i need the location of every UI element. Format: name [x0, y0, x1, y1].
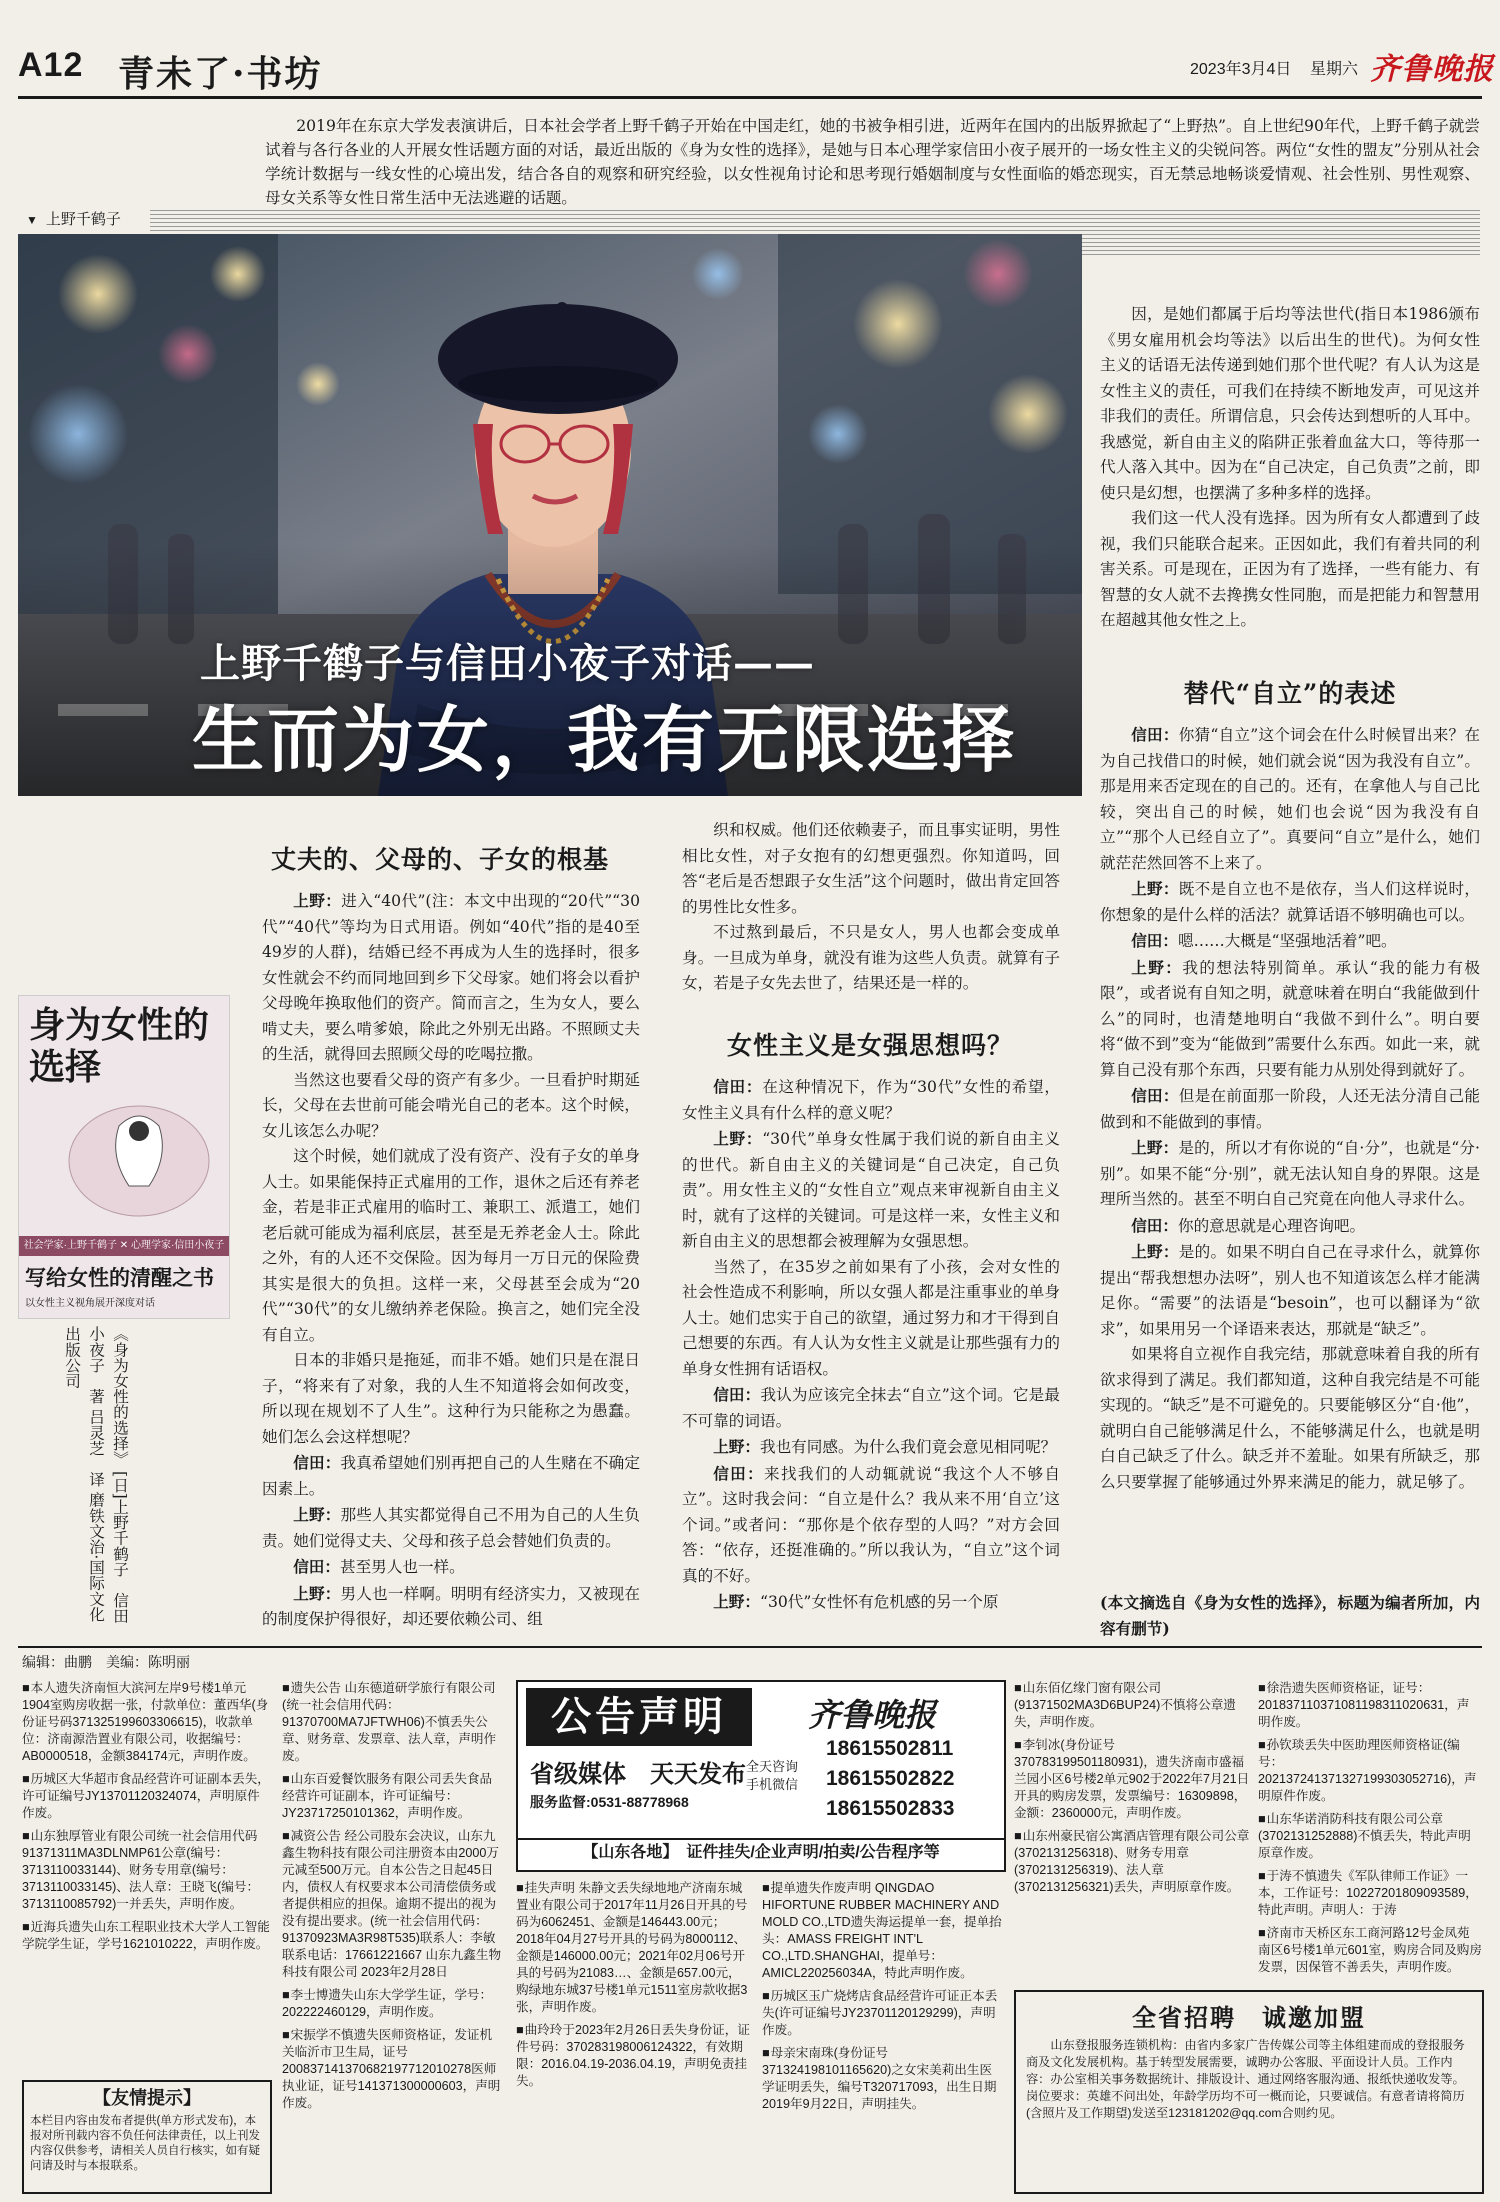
book-title-line2: 选择: [29, 1046, 102, 1088]
classified-item: ■ 孙钦琰丢失中医助理医师资格证(编号：202137241371327199303052716)，声明原件作废。: [1258, 1737, 1482, 1805]
issue-date: 2023年3月4日: [1190, 61, 1292, 78]
header-rule: [18, 96, 1482, 99]
classified-item: ■ 济南市天桥区东工商河路12号金凤苑南区6号楼1单元601室，购房合同及购房发票，因保管不善丢失，声明作废。: [1258, 1925, 1482, 1976]
classified-item: ■ 遗失公告 山东德道研学旅行有限公司(统一社会信用代码：91370700MA7JFTWH06)不慎丢失公章、财务章、发票章、法人章，声明作废。: [282, 1680, 502, 1765]
paragraph-text: 我真希望她们别再把自己的人生赌在不确定因素上。: [262, 1454, 640, 1498]
headline-subtitle: 上野千鹤子与信田小夜子对话——: [200, 640, 815, 687]
paragraph-text: 男人也一样啊。明明有经济实力，又被现在的制度保护得很好，却还要依赖公司、组: [262, 1584, 640, 1628]
notice-bar: 【山东各地】 证件挂失/企业声明/拍卖/公告程序等: [518, 1838, 1004, 1866]
speaker-label: 上野：: [293, 1583, 341, 1603]
classified-item: ■ 母亲宋南珠(身份证号371324198101165620)之女宋美莉出生医学证明丢失，编号T320717093，出生日期2019年9月22日，声明挂失。: [762, 2045, 1002, 2113]
paragraph-text: 我也有同感。为什么我们竟会意见相同呢？: [759, 1438, 1057, 1456]
speaker-label: 信田：: [1131, 931, 1178, 950]
recruit-title: 全省招聘 诚邀加盟: [1132, 2003, 1366, 2032]
section-heading-feminism: 女性主义是女强思想吗？: [726, 1031, 1013, 1060]
paragraph: [682, 920, 1060, 997]
paragraph: [1100, 722, 1480, 876]
article-column-1: [262, 888, 640, 1633]
classified-item: ■ 减资公告 经公司股东会决议，山东九鑫生物科技有限公司注册资本由2000万元减至500万元。自本公告之日起45日内，债权人有权要求本公司清偿债务或者提供相应的担保。逾期不提出的视为没有提出要求。(统一社会信用代码：91370923MA3R98T535)联系人：李敏 联系电话：17661221667 山东九鑫生物科技有限公司 2023年2月28日: [282, 1828, 502, 1981]
paragraph: [262, 1348, 640, 1450]
classified-item: ■ 李士博遗失山东大学学生证，学号：202222460129，声明作废。: [282, 1987, 502, 2021]
paragraph: [262, 1450, 640, 1502]
classified-item: ■ 山东华诺消防科技有限公司公章(3702131252888)不慎丢失，特此声明原章作废。: [1258, 1811, 1482, 1862]
paragraph: [1100, 1342, 1480, 1495]
classified-column-1: [22, 1680, 272, 1959]
article-column-3-top: [1100, 302, 1480, 634]
paragraph-text: 日本的非婚只是拖延，而非不婚。她们只是在混日子，“将来有了对象，我的人生不知道将会如何改变，所以现在规划不了人生”。这种行为只能称之为愚蠢。她们怎么会这样想呢？: [262, 1351, 640, 1446]
classified-column-3b: [762, 1880, 1002, 2119]
article-intro: 2019年在东京大学发表演讲后，日本社会学者上野千鹤子开始在中国走红，她的书被争相引进，近两年在国内的出版界掀起了“上野热”。自上世纪90年代，上野千鹤子就尝试着与各行各业的人开展女性话题方面的对话，最近出版的《身为女性的选择》，是她与日本心理学家信田小夜子展开的一场女性主义的尖锐问答。两位“女性的盟友”分别从社会学统计数据与一线女性的心境出发，结合各自的观察和研究经验，以女性视角讨论和思考现行婚姻制度与女性面临的婚恋现实，百无禁忌地畅谈爱情观、社会性别、男性观察、母女关系等女性日常生活中无法逃避的话题。: [265, 117, 1480, 207]
footer-rule: [18, 1646, 1482, 1648]
friendly-reminder-text: 本栏目内容由发布者提供(单方形式发布)，本报对所刊载内容不负任何法律责任，以上刊发内容仅供参考，请相关人员自行核实，如有疑问请及时与本报联系。: [30, 2115, 260, 2172]
paragraph-text: 进入“40代”(注：本文中出现的“20代”“30代”“40代”等均为日式用语。例如“40代”指的是40至49岁的人群)，结婚已经不再成为人生的选择时，很多女性就会不约而同地回到乡下父母家。她们将会以看护父母晚年换取他们的资产。简而言之，生为女人，要么啃丈夫，要么啃爹娘，除此之外别无出路。不照顾丈夫的生活，就得回去照顾父母的吃喝拉撒。: [262, 892, 640, 1063]
classified-item: ■ 宋振学不慎遗失医师资格证，发证机关临沂市卫生局，证号200837141370682197712010278医师执业证，证号141371300000603，声明作废。: [282, 2027, 502, 2112]
notice-brand: 齐鲁晚报: [808, 1696, 937, 1734]
paragraph: [262, 888, 640, 1068]
paragraph-text: 我认为应该完全抹去“自立”这个词。它是最不可靠的词语。: [682, 1386, 1060, 1430]
speaker-label: 上野：: [713, 1437, 760, 1456]
speaker-label: 上野：: [1131, 1138, 1179, 1157]
speaker-label: 上野：: [1131, 1242, 1179, 1261]
classified-column-5: [1258, 1680, 1482, 1982]
paragraph-text: 那些人其实都觉得自己不用为自己的人生负责。她们觉得丈夫、父母和孩子总会替她们负责的。: [262, 1506, 640, 1550]
paragraph-text: 但是在前面那一阶段，人还无法分清自己能做到和不能做到的事情。: [1100, 1087, 1480, 1131]
recruit-text: 山东登报服务连锁机构：由省内多家广告传媒公司等主体组建而成的登报服务商及文化发展机构。基于转型发展需要，诚聘办公客服、平面设计人员。工作内容：办公室相关事务数据统计、排版设计、通过网络客服沟通、报纸快递收发等。岗位要求：英雄不问出处，年龄学历均不可一概而论，只要诚信。有意者请将简历(含照片及工作期望)发送至123181202@qq.com合则约见。: [1026, 2038, 1465, 2120]
paragraph: [262, 1581, 640, 1633]
paragraph: [1100, 955, 1480, 1084]
classified-item: ■ 近海兵遗失山东工程职业技术大学人工智能学院学生证，学号1621010222，声明作废。: [22, 1919, 272, 1953]
credit-title: 《身为女性的选择》: [111, 1326, 129, 1467]
photo-caption: [26, 208, 131, 229]
notice-ad-box: [516, 1680, 1006, 1872]
classified-item: ■ 山东百爱餐饮服务有限公司丢失食品经营许可证副本，许可证编号：JY23717250101362，声明作废。: [282, 1771, 502, 1822]
classified-item: ■ 曲玲玲于2023年2月26日丢失身份证，证件号码：370283198006124322，有效期限：2016.04.19-2036.04.19，声明免责挂失。: [516, 2022, 752, 2090]
paragraph-text: 在这种情况下，作为“30代”女性的希望，女性主义具有什么样的意义呢？: [682, 1078, 1060, 1122]
book-credits: [60, 1326, 132, 1626]
paragraph: [1100, 1135, 1480, 1213]
paragraph-text: 这个时候，她们就成了没有资产、没有子女的单身人士。如果能保持正式雇用的工作，退休之后还有养老金，若是非正式雇用的临时工、兼职工、派遣工，她们老后就可能成为福利底层，甚至是无养老金人士。除此之外，有的人还不交保险。因为每月一万日元的保险费其实是很大的负担。这样一来，父母甚至会成为“20代”“30代”的女儿缴纳养老保险。换言之，她们完全没有自立。: [262, 1147, 640, 1344]
article-column-2: [682, 1074, 1060, 1616]
notice-phones: [826, 1734, 954, 1824]
paragraph: [262, 1068, 640, 1145]
book-authors-strip: 社会学家·上野千鹤子 ✕ 心理学家·信田小夜子: [19, 1236, 229, 1256]
paragraph: [682, 1255, 1060, 1383]
speaker-label: 信田：: [293, 1557, 340, 1576]
photo-caption-text: 上野千鹤子: [45, 211, 121, 228]
paragraph-text: “30代”单身女性属于我们说的新自由主义的世代。新自由主义的关键词是“自己决定，自己负责”。用女性主义的“女性自立”观点来审视新自由主义时，就有了这样的关键词。可是这样一来，女性主义和新自由主义的思想都会被理解为女强思想。: [682, 1130, 1060, 1250]
credit-translator: 吕灵芝 译: [87, 1408, 105, 1487]
paragraph: [1100, 928, 1480, 955]
speaker-label: 信田：: [713, 1077, 763, 1096]
section-title: 青未了·书坊: [118, 53, 323, 95]
classified-column-4: [1014, 1680, 1250, 1902]
paragraph: [682, 818, 1060, 920]
excerpt-note: [1100, 1590, 1480, 1641]
paragraph-text: 甚至男人也一样。: [339, 1558, 465, 1576]
paragraph: [1100, 1239, 1480, 1342]
paragraph: [1100, 1083, 1480, 1135]
classified-item: ■ 历城区玉广烧烤店食品经营许可证正本丢失(许可证编号JY23701120129299)，声明作废。: [762, 1988, 1002, 2039]
speaker-label: 上野：: [713, 1592, 760, 1611]
classified-item: ■ 李钊冰(身份证号370783199501180931)，遗失济南市盛福兰园小区6号楼2单元902于2022年7月21日开具的购房发票，发票编号：16309898，金额：2360000元，声明作废。: [1014, 1737, 1250, 1822]
recruit-box: [1014, 1990, 1484, 2194]
notice-phone-1[interactable]: 18615502811: [826, 1737, 954, 1760]
caption-triangle-icon: ▼: [26, 213, 38, 227]
book-title-line1: 身为女性的: [29, 1004, 210, 1046]
friendly-reminder-box: [22, 2080, 272, 2194]
speaker-label: 信田：: [1131, 725, 1179, 744]
article-column-2-top: [682, 818, 1060, 997]
paragraph-text: 你的意思就是心理咨询吧。: [1177, 1216, 1366, 1235]
paragraph: [262, 1502, 640, 1554]
article-column-3: [1100, 722, 1480, 1495]
paragraph: [1100, 876, 1480, 928]
notice-title: 公告声明: [526, 1688, 752, 1746]
book-cover-title: [29, 1004, 209, 1088]
paragraph-text: 你猜“自立”这个词会在什么时候冒出来？在为自己找借口的时候，她们就会说“因为我没有自立”。那是用来否定现在的自己的。还有，在拿他人与自己比较，突出自己的时候，她们也会说“因为我没有自立”“那个人已经自立了”。真要问“自立”是什么，她们就茫茫然回答不上来了。: [1100, 726, 1480, 872]
speaker-label: 信田：: [1131, 1086, 1179, 1105]
paragraph-text: 织和权威。他们还依赖妻子，而且事实证明，男性相比女性，对子女抱有的幻想更强烈。你知道吗，回答“老后是否想跟子女生活”这个问题时，做出肯定回答的男性比女性多。: [682, 821, 1060, 916]
newspaper-logo: 齐鲁晚报: [1370, 52, 1494, 87]
paragraph: [682, 1589, 1060, 1616]
paragraph: [682, 1461, 1060, 1590]
page-number: A12: [18, 46, 84, 84]
paragraph: [1100, 506, 1480, 634]
classified-column-2: [282, 1680, 502, 2118]
credit-authors: [日]上野千鹤子 信田小夜子 著: [87, 1326, 129, 1624]
classified-item: ■ 挂失声明 朱静文丢失绿地地产济南东城置业有限公司于2017年11月26日开具的号码为6062451、金额是146443.00元；2018年04月27号开具的号码为8000112、金额是146000.00元；2021年02月06号开具的号码为21083…、金额是657.00元，购绿地东城37号楼1单元1511室房款收据3张，声明作废。: [516, 1880, 752, 2016]
book-tagline: 以女性主义视角展开深度对话: [25, 1298, 155, 1309]
issue-weekday: 星期六: [1310, 61, 1359, 78]
notice-phone-label-1: 全天咨询: [746, 1759, 799, 1774]
paragraph-text: 是的，所以才有你说的“自·分”，也就是“分·别”。如果不能“分·别”，就无法认知自身的界限。这是理所当然的。甚至不明白自己究竟在向他人寻求什么。: [1100, 1139, 1480, 1208]
credit-publisher: 磨铁文治·国际文化出版公司: [63, 1326, 105, 1622]
paragraph-text: 我们这一代人没有选择。因为所有女人都遭到了歧视，我们只能联合起来。正因如此，我们有着共同的利害关系。可是现在，正因为有了选择，一些有能力、有智慧的女人就不去搀携女性同胞，而是把能力和智慧用在超越其他女性之上。: [1100, 509, 1480, 629]
paragraph-text: 我的想法特别简单。承认“我的能力有极限”，或者说有自知之明，就意味着在明白“我能做到什么”的同时，也清楚地明白“我做不到什么”。明白要将“做不到”变为“能做到”需要什么东西。如此一来，就算自己没有那个东西，只要有能力从别处得到就好了。: [1100, 958, 1480, 1079]
paragraph-text: 是的。如果不明白自己在寻求什么，就算你提出“帮我想想办法呀”，别人也不知道该怎么样才能满足你。“需要”的法语是“besoin”，也可以翻译为“欲求”，如果用另一个译语来表达，那就是“缺乏”。: [1100, 1243, 1480, 1338]
paragraph-text: 如果将自立视作自我完结，那就意味着自我的所有欲求得到了满足。我们都知道，这种自我完结是不可能实现的。“缺乏”是不可避免的。只要能够区分“自·他”，就明白自己能够满足什么，不能够满足什么，也就是明白自己缺乏了什么。缺乏并不羞耻。如果有所缺乏，那么只要掌握了能够通过外界来满足的能力，就足够了。: [1100, 1345, 1480, 1491]
classified-item: ■ 历城区大华超市食品经营许可证副本丢失，许可证编号JY13701120324074，声明原件作废。: [22, 1771, 272, 1822]
section-heading-independence: 替代“自立”的表述: [1183, 679, 1397, 708]
notice-slogan: 省级媒体 天天发布: [530, 1761, 746, 1788]
paragraph-text: 因，是她们都属于后均等法世代(指日本1986颁布《男女雇用机会均等法》以后出生的世代)。为何女性主义的话语无法传递到她们那个世代呢？有人认为这是女性主义的责任，可我们在持续不断地发声，可见这并非我们的责任。所谓信息，只会传达到想听的人耳中。我感觉，新自由主义的陷阱正张着血盆大口，等待那一代人落入其中。因为在“自己决定，自己负责”之前，即使只是幻想，也摆满了多种多样的选择。: [1100, 305, 1480, 502]
speaker-label: 上野：: [1131, 879, 1179, 898]
paragraph-text: 既不是自立也不是依存，当人们这样说时，你想象的是什么样的活法？就算话语不够明确也可以。: [1100, 880, 1480, 924]
book-cover-illustration: [59, 1096, 219, 1226]
classified-column-3a: [516, 1880, 752, 2096]
paragraph: [262, 1554, 640, 1581]
paragraph: [1100, 302, 1480, 506]
paragraph: [682, 1126, 1060, 1255]
speaker-label: 上野：: [293, 1505, 341, 1524]
classified-item: ■ 本人遗失济南恒大滨河左岸9号楼1单元1904室购房收据一张，付款单位：董西华(身份证号码371325199603306615)，收款单位：济南源浩置业有限公司，收据编号：AB0000518，金额384174元，声明作废。: [22, 1680, 272, 1765]
speaker-label: 信田：: [713, 1385, 761, 1404]
book-cover: [18, 995, 230, 1319]
paragraph: [1100, 1213, 1480, 1240]
paragraph-text: 嗯……大概是“坚强地活着”吧。: [1177, 932, 1397, 950]
notice-supervise: 服务监督:0531-88778968: [530, 1794, 689, 1810]
classified-item: ■ 山东佰亿缘门窗有限公司(91371502MA3D6BUP24)不慎将公章遗失，声明作废。: [1014, 1680, 1250, 1731]
friendly-reminder-title: 【友情提示】: [93, 2088, 201, 2109]
speaker-label: 信田：: [293, 1453, 341, 1472]
classified-item: ■ 徐浩遗失医师资格证，证号：201837110371081198311020631，声明作废。: [1258, 1680, 1482, 1731]
paragraph: [682, 1074, 1060, 1126]
classified-item: ■ 山东独厚管业有限公司统一社会信用代码91371311MA3DLNMP61公章(编号：3713110033144)、财务专用章(编号：3713110033145)、法人章：王晓飞(编号：3713110085792)一并丢失，声明作废。: [22, 1828, 272, 1913]
speaker-label: 上野：: [293, 891, 342, 910]
notice-phone-3[interactable]: 18615502833: [826, 1797, 955, 1820]
headline-title: 生而为女，我有无限选择: [192, 697, 1018, 782]
classified-item: ■ 山东州豪民宿公寓酒店管理有限公司公章(3702131256318)、财务专用章(3702131256319)、法人章(3702131256321)丢失，声明原章作废。: [1014, 1828, 1250, 1896]
speaker-label: 上野：: [1131, 957, 1183, 977]
paragraph-text: 来找我们的人动辄就说“我这个人不够自立”。这时我会问：“自立是什么？我从来不用‘自立’这个词。”或者问：“那你是个依存型的人吗？”对方会回答：“依存，还挺准确的。”所以我认为，“自立”这个词真的不好。: [682, 1464, 1060, 1585]
paragraph-text: 当然这也要看父母的资产有多少。一旦看护时期延长，父母在去世前可能会啃光自己的老本。这个时候，女儿该怎么办呢？: [262, 1070, 640, 1140]
classified-item: ■ 于涛不慎遗失《军队律师工作证》一本，工作证号：10227201809093589，特此声明。声明人：于涛: [1258, 1868, 1482, 1919]
paragraph: [682, 1382, 1060, 1434]
classified-item: ■ 提单遗失作废声明 QINGDAO HIFORTUNE RUBBER MACHINERY AND MOLD CO.,LTD遗失海运提单一套，提单抬头：AMASS FREIGHT INT'L CO.,LTD.SHANGHAI，提单号：AMICL220256034A，特此声明作废。: [762, 1880, 1002, 1982]
paragraph: [262, 1144, 640, 1348]
speaker-label: 上野：: [713, 1129, 763, 1148]
paragraph-text: 不过熬到最后，不只是女人，男人也都会变成单身。一旦成为单身，就没有谁为这些人负责。就算有子女，若是子女先去世了，结果还是一样的。: [682, 923, 1060, 992]
paragraph-text: 当然了，在35岁之前如果有了小孩，会对女性的社会性造成不利影响，所以女强人都是注重事业的单身人士。她们忠实于自己的欲望，通过努力和才干得到自己想要的东西。有人认为女性主义就是让那些强有力的单身女性拥有话语权。: [682, 1257, 1060, 1378]
section-heading-roots: 丈夫的、父母的、子女的根基: [270, 845, 609, 874]
book-subtitle: 写给女性的清醒之书: [25, 1265, 214, 1290]
paragraph-text: “30代”女性怀有危机感的另一个原: [759, 1593, 999, 1611]
notice-phone-labels: [746, 1758, 798, 1794]
notice-phone-label-2: 手机微信: [746, 1777, 799, 1792]
speaker-label: 信田：: [1131, 1215, 1178, 1235]
speaker-label: 信田：: [713, 1463, 765, 1483]
notice-phone-2[interactable]: 18615502822: [826, 1767, 955, 1790]
excerpt-note-text: (本文摘选自《身为女性的选择》，标题为编者所加，内容有删节): [1100, 1593, 1480, 1638]
editors-credit: 编辑：曲鹏 美编：陈明丽: [22, 1654, 190, 1670]
paragraph: [682, 1434, 1060, 1461]
